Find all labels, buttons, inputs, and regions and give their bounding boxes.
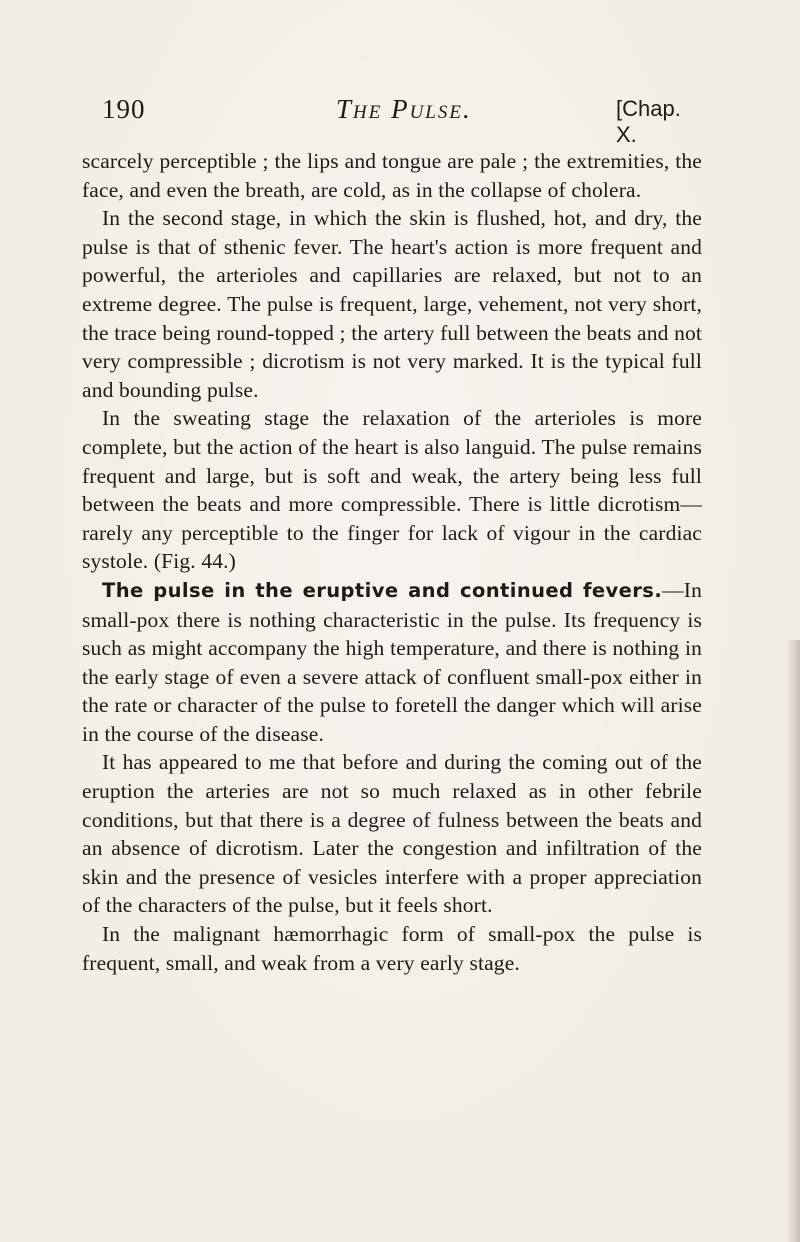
running-title: The Pulse. — [336, 94, 472, 124]
page-edge-shadow — [786, 640, 800, 1242]
section-heading: The pulse in the eruptive and continued fevers. — [102, 578, 663, 602]
body-text — [82, 147, 702, 977]
paragraph-eruptive-fevers — [82, 576, 702, 749]
paragraph-eruption: It has appeared to me that before and during the coming out of the eruption the arteries are not so much relaxed as in other febrile conditions, but that there is a degree of fulness between the beats and an absence of dicrotism. Later the congestion and infiltration of the skin and the presence of vesicles interfere with a proper appreciation of the characters of the pulse, but it feels short. — [82, 750, 702, 918]
chapter-reference: [Chap. X. — [616, 96, 681, 147]
page-header — [102, 94, 702, 147]
paragraph-malignant-form: In the malignant hæmorrhagic form of small-pox the pulse is frequent, small, and weak from a very early stage. — [82, 922, 702, 975]
paragraph-second-stage: In the second stage, in which the skin is flushed, hot, and dry, the pulse is that of sthenic fever. The heart's action is more frequent and powerful, the arterioles and capillaries are relaxed, but not to an extreme degree. The pulse is frequent, large, vehement, not very short, the trace being round-topped ; the artery full between the beats and not very compressible ; dicrotism is not very marked. It is the typical full and bounding pulse. — [82, 206, 702, 402]
page-number: 190 — [102, 94, 146, 124]
section-heading-text: —In small-pox there is nothing characteristic in the pulse. Its frequency is such as might accompany the high temperature, and there is nothing in the early stage of even a severe attack of confluent small-pox either in the rate or character of the pulse to foretell the danger which will arise in the course of the disease. — [82, 577, 702, 746]
paragraph-sweating-stage: In the sweating stage the relaxation of the arterioles is more complete, but the action of the heart is also languid. The pulse remains frequent and large, but is soft and weak, the artery being less full between the beats and more compressible. There is little dicrotism—rarely any perceptible to the finger for lack of vigour in the cardiac systole. (Fig. 44.) — [82, 406, 702, 574]
paragraph-continuation: scarcely perceptible ; the lips and tongue are pale ; the extremities, the face, and even the breath, are cold, as in the collapse of cholera. — [82, 149, 702, 202]
